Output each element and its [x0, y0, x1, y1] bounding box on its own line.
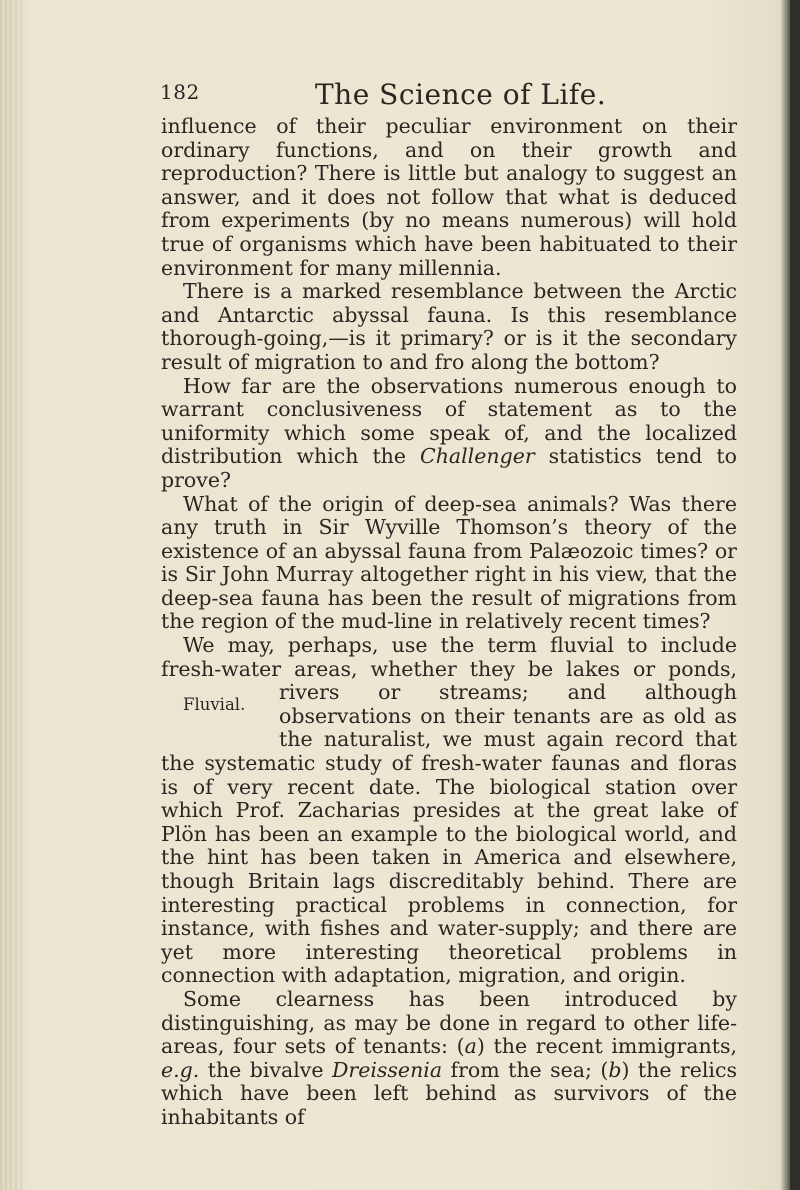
paragraph-5-text-rest: rivers or streams; and although observations on their tenants are as old as the naturalist, we must again record that the systematic study of fresh-water faunas and floras is of very recent date. The biological station over which Prof. Zacharias presides at the great lake of Plön has been an example to the biological world, and the hint has been taken in America and elsewhere, though Britain lags discreditably behind. There are interesting practical problems in connection, for instance, with fishes and water-supply; and there are yet more interesting theoretical problems in connection with adaptation, migration, and origin.	[161, 680, 737, 988]
paragraph-6-text-d: from the sea; (	[442, 1057, 609, 1082]
side-note-fluvial: Fluvial.	[183, 695, 246, 715]
list-letter-a: a	[464, 1034, 477, 1059]
ship-name-challenger: Challenger	[420, 444, 535, 469]
list-letter-b: b	[608, 1057, 622, 1082]
paragraph-6-text-b: ) the recent immigrants,	[476, 1034, 737, 1059]
paragraph-3-text-b: statistics tend to prove?	[161, 444, 737, 492]
page-title: The Science of Life.	[315, 78, 607, 111]
body-text	[161, 115, 737, 1130]
page-edge	[790, 0, 800, 1190]
paragraph-3-text-a: How far are the observations numerous enough to warrant conclusiveness of statement as to the uniformity which some speak of, and the localized distribution which the	[161, 373, 737, 469]
paragraph-6-text-a: Some clearness has been introduced by distinguishing, as may be done in regard to other life-areas, four sets of tenants: (	[161, 986, 737, 1059]
abbrev-eg: e.g.	[161, 1057, 200, 1082]
paragraph-4: What of the origin of deep-sea animals? Was there any truth in Sir Wyville Thomson’s theory of the existence of an abyssal fauna from Palæozoic times? or is Sir John Murray altogether right in his view, that the deep-sea fauna has been the result of migrations from the region of the mud-line in relatively recent times?	[161, 491, 737, 634]
species-dreissenia: Dreissenia	[331, 1057, 443, 1082]
binding-shadow	[0, 0, 24, 1190]
paragraph-3	[161, 375, 737, 493]
paragraph-5	[161, 634, 737, 988]
paragraph-5-text: We may, perhaps, use the term fluvial to include fresh-water areas, whether they be lakes or ponds,	[161, 633, 737, 681]
page-number: 182	[160, 80, 200, 104]
running-head	[160, 72, 720, 112]
paragraph-1: influence of their peculiar environment on their ordinary functions, and on their growth and reproduction? There is little but analogy to suggest an answer, and it does not follow that what is deduced from experiments (by no means numerous) will hold true of organisms which have been habituated to their environment for many millennia.	[161, 114, 737, 280]
paragraph-6-text-e: ) the relics which have been left behind as survivors of the inhabitants of	[161, 1057, 737, 1129]
paragraph-6-text-c: the bivalve	[199, 1057, 332, 1082]
paragraph-2: There is a marked resemblance between the Arctic and Antarctic abyssal fauna. Is this resemblance thorough-going,—is it primary? or is it the secondary result of migration to and fro along the bottom?	[161, 279, 737, 374]
paragraph-6	[161, 988, 737, 1130]
